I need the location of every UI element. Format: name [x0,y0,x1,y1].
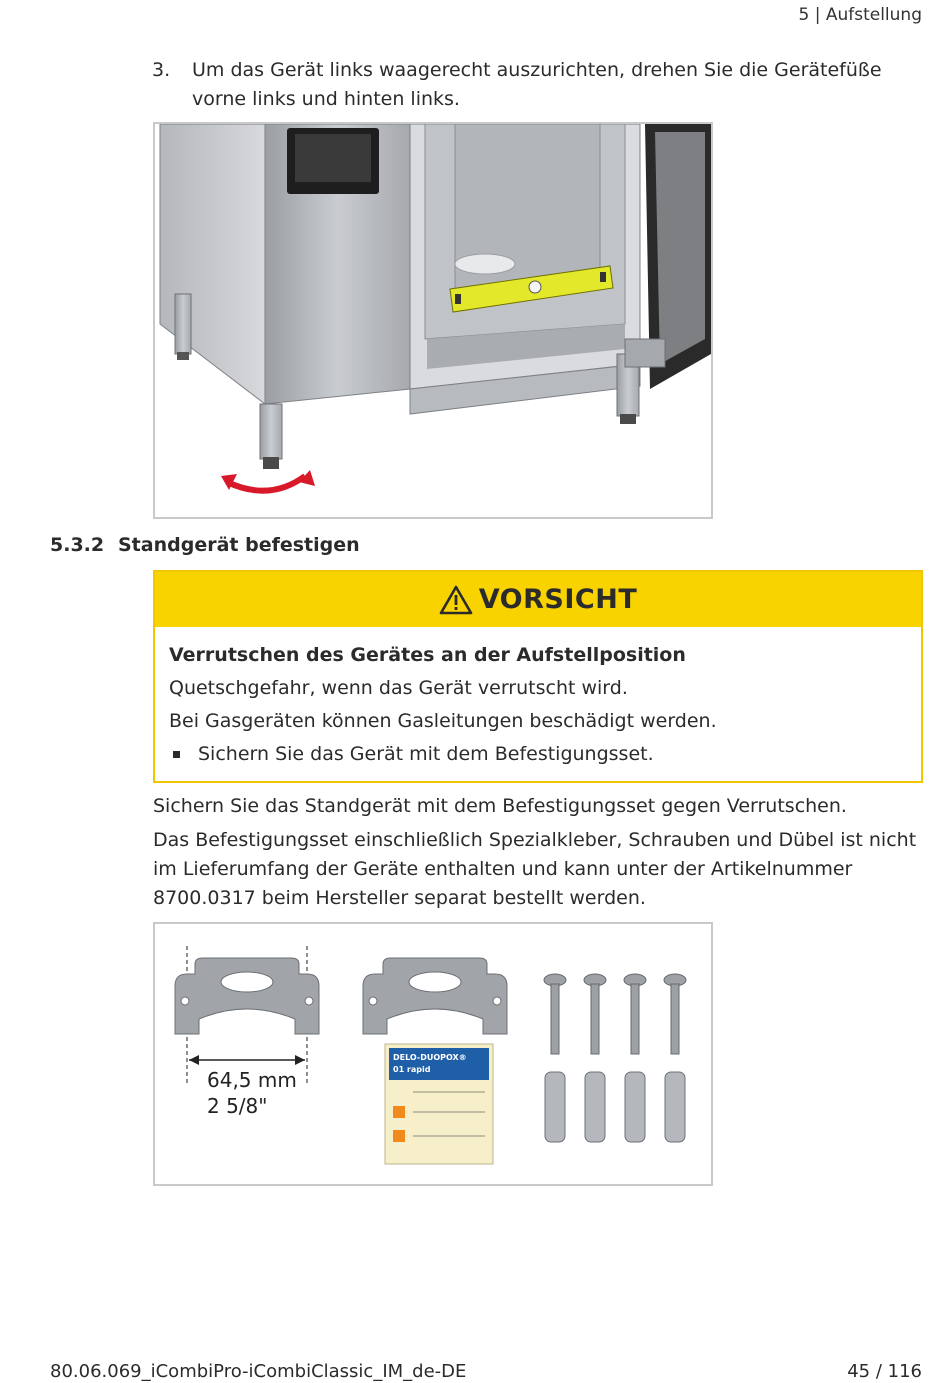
caution-title: VORSICHT [478,584,638,615]
caution-line-1: Quetschgefahr, wenn das Gerät verrutscht wird. [169,677,628,699]
caution-box [153,570,923,783]
package-product: 01 rapid [393,1065,431,1074]
caution-line-2: Bei Gasgeräten können Gasleitungen beschädigt werden. [169,710,717,732]
section-number: 5.3.2 [50,534,105,556]
caution-bullet [169,738,907,771]
package-brand: DELO-DUOPOX® [393,1053,467,1062]
paragraph-2: Das Befestigungsset einschließlich Spezialkleber, Schrauben und Dübel ist nicht im Lieferumfang der Geräte enthalten und kann unter der Artikelnummer 8700.0317 beim Hersteller separat bestellt werden. [153,829,917,909]
chapter-header: 5 | Aufstellung [798,5,922,25]
bullet-square-icon [173,751,180,758]
document-id: 80.06.069_iCombiPro-iCombiClassic_IM_de-DE [50,1361,467,1382]
caution-body [155,627,921,771]
appliance-leveling-illustration [153,122,713,519]
caution-bullet-text: Sichern Sie das Gerät mit dem Befestigungsset. [198,743,654,765]
section-title: Standgerät befestigen [118,534,360,556]
section-heading [50,534,360,556]
page-number: 45 / 116 [847,1361,922,1382]
adhesive-package-icon [385,1044,493,1164]
step-3 [152,56,912,114]
step-text: Um das Gerät links waagerecht auszurichten, drehen Sie die Gerätefüße vorne links und hinten links. [192,59,882,110]
caution-header [155,572,921,627]
step-number: 3. [152,59,171,81]
caution-heading: Verrutschen des Gerätes an der Aufstellposition [169,644,686,666]
dimension-inch: 2 5/8" [207,1094,268,1118]
warning-triangle-icon [439,585,473,615]
paragraph-1: Sichern Sie das Standgerät mit dem Befestigungsset gegen Verrutschen. [153,795,847,817]
mounting-kit-illustration [153,922,713,1186]
dimension-mm: 64,5 mm [207,1068,297,1092]
